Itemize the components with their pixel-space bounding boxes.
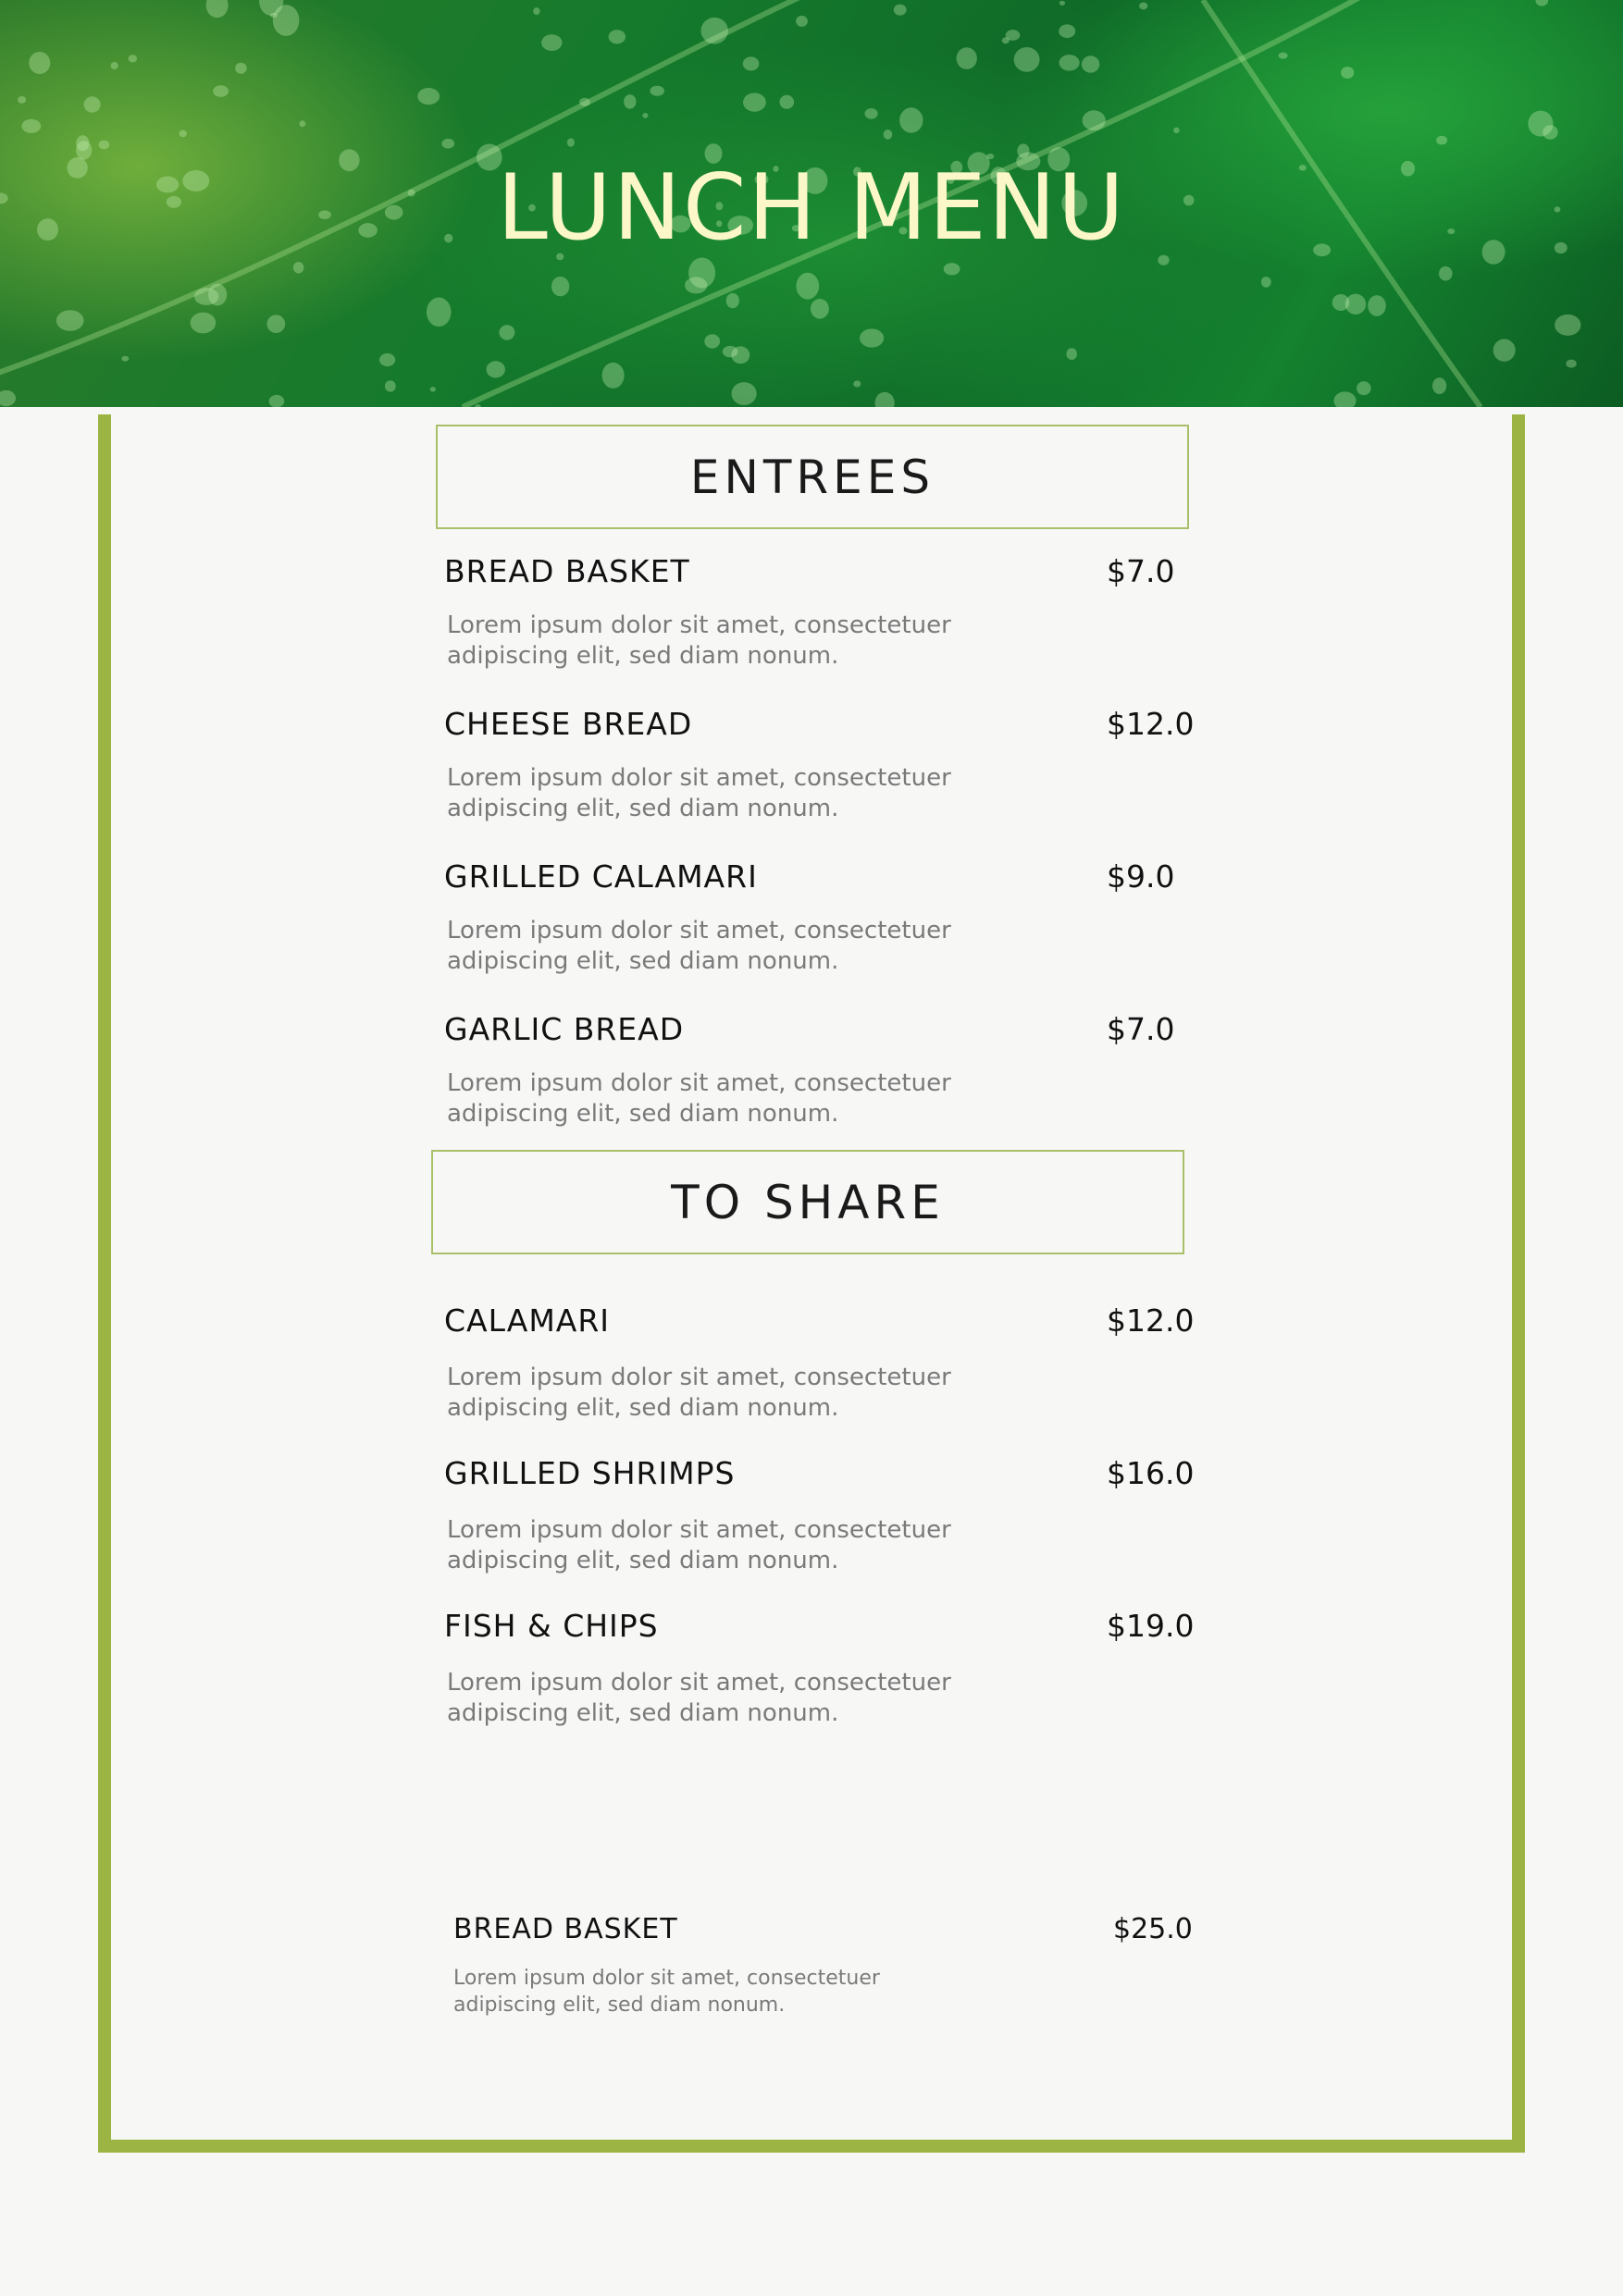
header-banner	[0, 0, 1623, 407]
water-droplet	[206, 0, 229, 18]
water-droplet	[1082, 56, 1099, 72]
water-droplet	[642, 113, 648, 118]
water-droplet	[1432, 377, 1446, 394]
water-droplet	[884, 130, 893, 140]
item-name: FISH & CHIPS	[444, 1608, 659, 1644]
water-droplet	[1357, 381, 1371, 395]
water-droplet	[624, 94, 636, 109]
water-droplet	[732, 382, 757, 405]
water-droplet	[29, 52, 50, 74]
water-droplet	[1261, 277, 1271, 288]
item-description: Lorem ipsum dolor sit amet, consectetuer adipiscing elit, sed diam nonum.	[447, 611, 951, 670]
item-description: Lorem ipsum dolor sit amet, consectetuer adipiscing elit, sed diam nonum.	[447, 1516, 951, 1574]
item-price: $7.0	[1107, 1011, 1175, 1047]
water-droplet	[1528, 111, 1553, 137]
section-header-entrees: ENTREES	[436, 425, 1189, 529]
item-name: BREAD BASKET	[453, 1913, 678, 1945]
item-name: GRILLED SHRIMPS	[444, 1455, 736, 1491]
item-description: Lorem ipsum dolor sit amet, consectetuer adipiscing elit, sed diam nonum.	[447, 764, 951, 822]
water-droplet	[1139, 3, 1147, 10]
item-price: $19.0	[1107, 1608, 1195, 1644]
water-droplet	[609, 30, 626, 43]
water-droplet	[1279, 53, 1288, 59]
item-name: CHEESE BREAD	[444, 706, 693, 742]
water-droplet	[430, 387, 436, 391]
water-droplet	[1333, 391, 1356, 407]
item-price: $7.0	[1107, 553, 1175, 589]
item-description: Lorem ipsum dolor sit amet, consectetuer adipiscing elit, sed diam nonum.	[447, 1364, 951, 1422]
water-droplet	[541, 34, 562, 51]
item-price: $12.0	[1107, 706, 1195, 742]
item-name: CALAMARI	[444, 1302, 611, 1339]
item-description: Lorem ipsum dolor sit amet, consectetuer adipiscing elit, sed diam nonum.	[447, 917, 951, 975]
item-price: $12.0	[1107, 1302, 1195, 1339]
water-droplet	[811, 299, 829, 319]
water-droplet	[743, 56, 760, 70]
water-droplet	[894, 5, 907, 16]
water-droplet	[1493, 339, 1516, 361]
water-droplet	[299, 120, 305, 127]
water-droplet	[99, 141, 110, 150]
water-droplet	[704, 334, 720, 348]
water-droplet	[441, 139, 454, 149]
water-droplet	[1059, 1, 1065, 6]
water-droplet	[56, 310, 84, 331]
water-droplet	[266, 315, 285, 333]
water-droplet	[21, 119, 41, 133]
water-droplet	[213, 85, 229, 97]
item-description: Lorem ipsum dolor sit amet, consectetuer adipiscing elit, sed diam nonum.	[453, 1967, 880, 2017]
item-price: $25.0	[1113, 1913, 1193, 1945]
water-droplet	[18, 96, 26, 104]
water-droplet	[567, 138, 575, 146]
water-droplet	[723, 346, 738, 357]
item-price: $9.0	[1107, 858, 1175, 895]
water-droplet	[129, 55, 138, 62]
water-droplet	[796, 273, 819, 300]
water-droplet	[487, 361, 505, 377]
water-droplet	[379, 353, 395, 366]
water-droplet	[427, 298, 452, 327]
water-droplet	[1059, 55, 1080, 70]
water-droplet	[853, 380, 861, 387]
water-droplet	[111, 62, 118, 69]
water-droplet	[0, 390, 16, 406]
water-droplet	[944, 263, 960, 275]
water-droplet	[701, 18, 728, 44]
water-droplet	[1439, 266, 1453, 281]
menu-frame-border	[98, 414, 1525, 2153]
water-droplet	[551, 277, 569, 296]
water-droplet	[1368, 295, 1386, 316]
water-droplet	[76, 135, 89, 151]
water-droplet	[533, 7, 539, 15]
water-droplet	[385, 380, 396, 391]
item-price: $16.0	[1107, 1455, 1195, 1491]
water-droplet	[726, 293, 739, 308]
item-name: GARLIC BREAD	[444, 1011, 685, 1047]
item-description: Lorem ipsum dolor sit amet, consectetuer adipiscing elit, sed diam nonum.	[447, 1069, 951, 1128]
water-droplet	[743, 93, 766, 111]
water-droplet	[1555, 315, 1580, 336]
water-droplet	[1173, 128, 1180, 133]
water-droplet	[293, 262, 304, 273]
water-droplet	[1002, 37, 1010, 43]
water-droplet	[1059, 24, 1075, 38]
water-droplet	[191, 313, 217, 334]
water-droplet	[1536, 0, 1549, 6]
page-title: LUNCH MENU	[497, 155, 1126, 261]
water-droplet	[417, 88, 440, 105]
water-droplet	[1083, 110, 1106, 130]
water-droplet	[235, 63, 247, 74]
water-droplet	[208, 284, 227, 306]
water-droplet	[957, 47, 977, 69]
water-droplet	[602, 363, 625, 389]
water-droplet	[875, 392, 895, 407]
water-droplet	[475, 404, 480, 407]
water-droplet	[796, 16, 808, 27]
water-droplet	[1345, 294, 1366, 315]
water-droplet	[1341, 67, 1354, 79]
water-droplet	[1436, 136, 1447, 145]
water-droplet	[121, 356, 129, 362]
item-description: Lorem ipsum dolor sit amet, consectetuer adipiscing elit, sed diam nonum.	[447, 1669, 951, 1727]
water-droplet	[1014, 47, 1040, 72]
water-droplet	[499, 325, 514, 339]
item-name: BREAD BASKET	[444, 553, 690, 589]
water-droplet	[84, 96, 101, 112]
water-droplet	[780, 95, 795, 109]
section-header-to-share: TO SHARE	[431, 1150, 1184, 1254]
item-name: GRILLED CALAMARI	[444, 858, 758, 895]
water-droplet	[685, 277, 707, 293]
water-droplet	[1566, 360, 1576, 368]
water-droplet	[899, 107, 923, 132]
water-droplet	[860, 328, 884, 347]
water-droplet	[579, 98, 590, 106]
water-droplet	[269, 395, 285, 407]
water-droplet	[865, 108, 878, 119]
water-droplet	[650, 86, 664, 96]
water-droplet	[180, 130, 187, 138]
water-droplet	[1066, 348, 1077, 360]
